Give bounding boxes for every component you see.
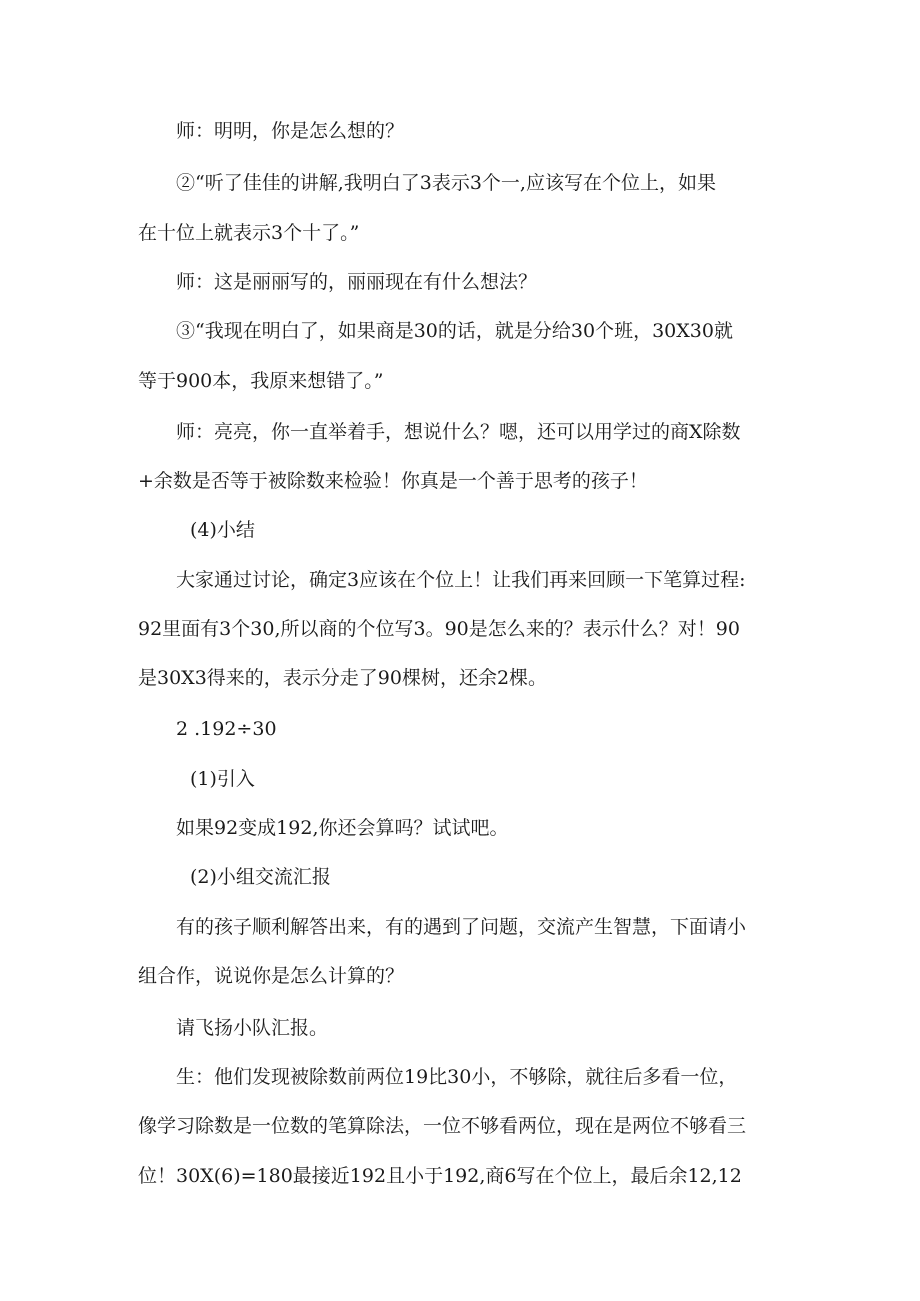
paragraph-line: +余数是否等于被除数来检验！你真是一个善于思考的孩子！ bbox=[138, 470, 648, 492]
paragraph-line: 像学习除数是一位数的笔算除法，一位不够看两位，现在是两位不够看三 bbox=[138, 1115, 747, 1137]
paragraph-line: 组合作，说说你是怎么计算的？ bbox=[138, 965, 405, 987]
paragraph-line: 如果92变成192,你还会算吗？试试吧。 bbox=[176, 817, 509, 839]
paragraph-line: 师：亮亮，你一直举着手，想说什么？嗯，还可以用学过的商X除数 bbox=[176, 421, 741, 443]
paragraph-line: 大家通过讨论，确定3应该在个位上！让我们再来回顾一下笔算过程: bbox=[176, 569, 746, 591]
paragraph-line: 是30X3得来的，表示分走了90棵树，还余2棵。 bbox=[138, 667, 548, 689]
paragraph-line: 师：这是丽丽写的，丽丽现在有什么想法？ bbox=[176, 271, 538, 293]
paragraph-line: 生：他们发现被除数前两位19比30小，不够除，就往后多看一位， bbox=[176, 1066, 738, 1088]
paragraph-line: 等于900本，我原来想错了。” bbox=[138, 370, 384, 392]
section-heading: (2)小组交流汇报 bbox=[190, 866, 331, 888]
section-heading: (4)小结 bbox=[190, 519, 255, 541]
paragraph-line: 请飞扬小队汇报。 bbox=[176, 1017, 329, 1039]
paragraph-line: ②“听了佳佳的讲解,我明白了3表示3个一,应该写在个位上，如果 bbox=[176, 172, 716, 194]
paragraph-line: 位！30X(6)=180最接近192且小于192,商6写在个位上，最后余12,12 bbox=[138, 1165, 742, 1187]
section-heading: (1)引入 bbox=[190, 768, 255, 790]
paragraph-line: 在十位上就表示3个十了。” bbox=[138, 222, 360, 244]
paragraph-line: 有的孩子顺利解答出来，有的遇到了问题，交流产生智慧，下面请小 bbox=[176, 916, 747, 938]
paragraph-line: 92里面有3个30,所以商的个位写3。90是怎么来的？表示什么？对！90 bbox=[138, 618, 740, 640]
paragraph-line: ③“我现在明白了，如果商是30的话，就是分给30个班，30X30就 bbox=[176, 320, 733, 342]
paragraph-line: 师：明明，你是怎么想的？ bbox=[176, 120, 405, 142]
section-heading: 2 .192÷30 bbox=[176, 718, 277, 740]
